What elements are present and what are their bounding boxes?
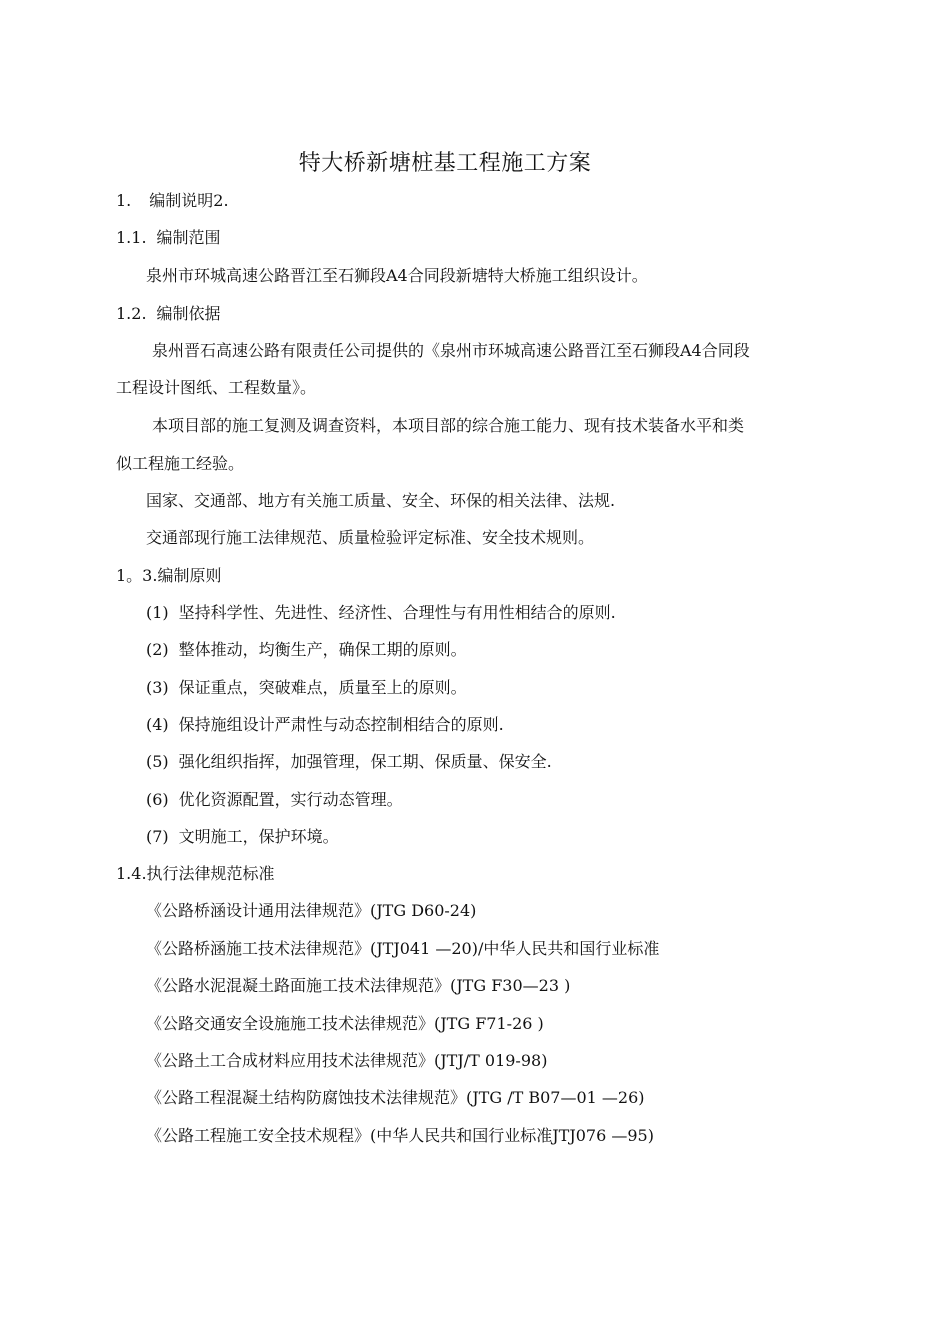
- principle-item: [146, 790, 403, 810]
- section-1-4-heading: 1.4.执行法律规范标准: [116, 864, 275, 883]
- standard-item: 《公路土工合成材料应用技术法律规范》(JTJ/T 019-98): [146, 1051, 548, 1070]
- paragraph: 泉州市环城高速公路晋江至石狮段A4合同段新塘特大桥施工组织设计。: [146, 266, 648, 285]
- item-number: (5): [146, 752, 169, 771]
- item-text: 整体推动，均衡生产，确保工期的原则。: [178, 640, 467, 659]
- principle-item: [146, 827, 339, 847]
- section-title: 编制范围: [156, 228, 221, 247]
- section-title: 编制说明2.: [149, 191, 229, 210]
- standard-item: 《公路桥涵设计通用法律规范》(JTG D60-24): [146, 901, 477, 920]
- paragraph: 泉州晋石高速公路有限责任公司提供的《泉州市环城高速公路晋江至石狮段A4合同段: [152, 341, 750, 360]
- paragraph: 交通部现行施工法律规范、质量检验评定标准、安全技术规则。: [146, 528, 595, 547]
- section-title: 编制依据: [156, 304, 221, 323]
- standard-item: 《公路交通安全设施施工技术法律规范》(JTG F71-26 ): [146, 1014, 544, 1033]
- paragraph: 国家、交通部、地方有关施工质量、安全、环保的相关法律、法规.: [146, 491, 616, 510]
- item-text: 保持施组设计严肃性与动态控制相结合的原则.: [178, 715, 504, 734]
- paragraph-continuation: 工程设计图纸、工程数量》。: [116, 378, 317, 397]
- item-text: 保证重点，突破难点，质量至上的原则。: [178, 678, 467, 697]
- principle-item: [146, 640, 467, 660]
- section-1-1-heading: [116, 228, 221, 248]
- section-1-3-heading: 1。3.编制原则: [116, 566, 222, 585]
- principle-item: [146, 678, 467, 698]
- item-number: (1): [146, 603, 169, 622]
- section-number: 1.: [116, 191, 132, 210]
- item-text: 强化组织指挥，加强管理，保工期、保质量、保安全.: [178, 752, 552, 771]
- standard-item: 《公路工程施工安全技术规程》(中华人民共和国行业标准JTJ076 —95): [146, 1126, 654, 1145]
- paragraph: 本项目部的施工复测及调查资料，本项目部的综合施工能力、现有技术装备水平和类: [152, 416, 745, 435]
- principle-item: [146, 603, 616, 623]
- standard-item: 《公路工程混凝土结构防腐蚀技术法律规范》(JTG /T B07—01 —26): [146, 1088, 645, 1107]
- item-number: (4): [146, 715, 169, 734]
- section-number: 1.2.: [116, 304, 147, 323]
- principle-item: [146, 715, 504, 735]
- principle-item: [146, 752, 552, 772]
- item-text: 优化资源配置，实行动态管理。: [178, 790, 403, 809]
- section-1-2-heading: [116, 304, 221, 324]
- section-1-heading: [116, 191, 229, 211]
- document-title: 特大桥新塘桩基工程施工方案: [298, 151, 592, 176]
- section-number: 1.1.: [116, 228, 147, 247]
- standard-item: 《公路水泥混凝土路面施工技术法律规范》(JTG F30—23 ): [146, 976, 571, 995]
- item-number: (2): [146, 640, 169, 659]
- item-text: 文明施工，保护环境。: [178, 827, 339, 846]
- item-text: 坚持科学性、先进性、经济性、合理性与有用性相结合的原则.: [178, 603, 616, 622]
- item-number: (6): [146, 790, 169, 809]
- standard-item: 《公路桥涵施工技术法律规范》(JTJ041 —20)/中华人民共和国行业标准: [146, 939, 660, 958]
- item-number: (3): [146, 678, 169, 697]
- paragraph-continuation: 似工程施工经验。: [116, 454, 245, 473]
- item-number: (7): [146, 827, 169, 846]
